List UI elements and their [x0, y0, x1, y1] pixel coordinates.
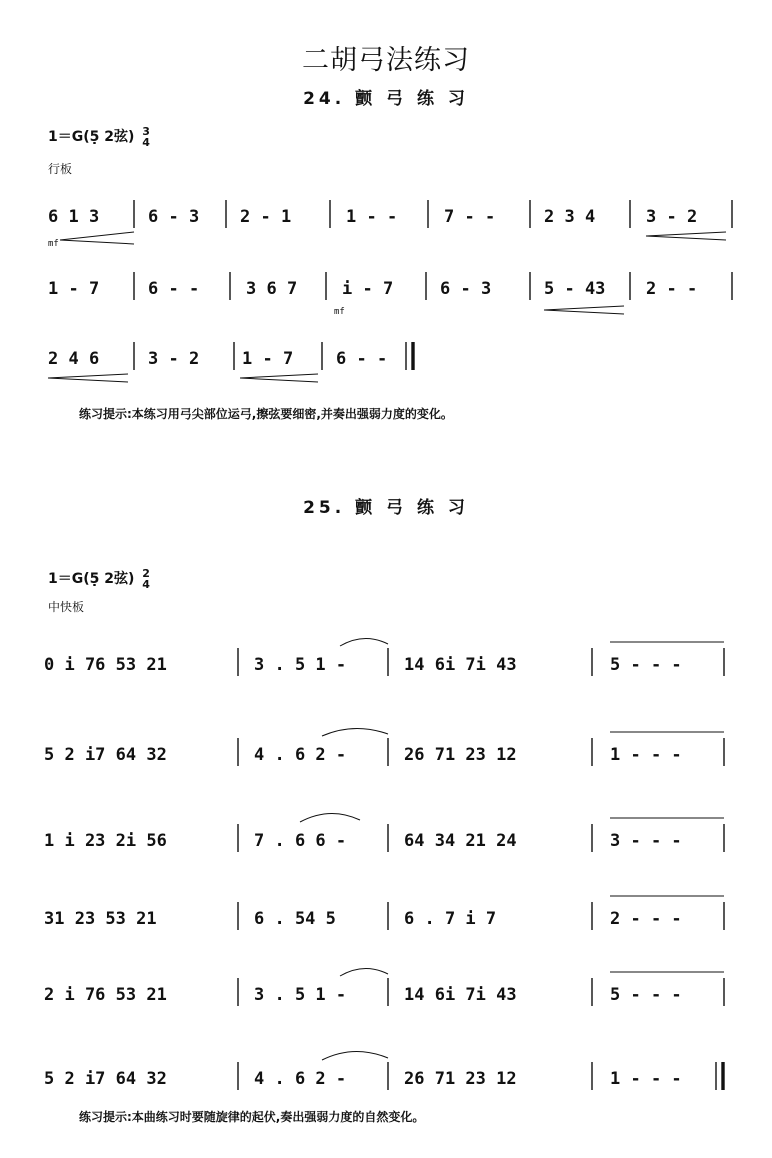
- measure: 6 - -: [148, 279, 200, 299]
- measure: 3 . 5 1 -: [254, 985, 347, 1005]
- measure: 6 - 3: [440, 279, 492, 299]
- measure: 2 4 6: [48, 349, 100, 369]
- key-signature: 1＝G(5̣ 2弦): [48, 571, 135, 587]
- exercise-25-title: 25. 颤 弓 练 习: [303, 498, 469, 518]
- dynamic-mark: mf: [334, 307, 345, 317]
- measure: 26 71 23 12: [404, 745, 517, 765]
- measure: 7 . 6 6 -: [254, 831, 347, 851]
- measure: 1 - -: [346, 207, 398, 227]
- exercise-25-tempo: 中快板: [48, 600, 85, 614]
- measure: 14 6i 7i 43: [404, 985, 517, 1005]
- measure: 6 1 3: [48, 207, 100, 227]
- ex25-line-1: [44, 638, 724, 676]
- ex25-line-5: [44, 968, 724, 1006]
- measure: 4 . 6 2 -: [254, 745, 347, 765]
- ex24-line-2: [48, 272, 732, 317]
- measure: 31 23 53 21: [44, 909, 157, 929]
- ex24-line-3: [48, 342, 413, 382]
- measure: 3 - - -: [610, 831, 682, 851]
- measure: 1 - 7: [242, 349, 294, 369]
- measure: 3 - 2: [646, 207, 698, 227]
- ex24-line-1: [48, 200, 732, 249]
- measure: 4 . 6 2 -: [254, 1069, 347, 1089]
- page-title: 二胡弓法练习: [302, 45, 470, 76]
- measure: 5 2 i7 64 32: [44, 745, 167, 765]
- measure: 5 2 i7 64 32: [44, 1069, 167, 1089]
- ex25-line-4: [44, 896, 724, 930]
- measure: 5 - - -: [610, 985, 682, 1005]
- measure: 6 . 7 i 7: [404, 909, 497, 929]
- measure: 3 - 2: [148, 349, 200, 369]
- exercise-24-tempo: 行板: [48, 162, 73, 176]
- measure: 2 i 76 53 21: [44, 985, 167, 1005]
- measure: 7 - -: [444, 207, 496, 227]
- measure: 0 i 76 53 21: [44, 655, 167, 675]
- time-signature: 3 4: [142, 125, 150, 149]
- dynamic-mark: mf: [48, 239, 59, 249]
- ex25-line-3: [44, 813, 724, 852]
- measure: 5 - 43: [544, 279, 606, 299]
- measure: 2 - -: [646, 279, 698, 299]
- measure: 1 - - -: [610, 1069, 682, 1089]
- exercise-25-tip: 练习提示:本曲练习时要随旋律的起伏,奏出强弱力度的自然变化。: [79, 1110, 425, 1124]
- measure: 1 i 23 2i 56: [44, 831, 167, 851]
- measure: 2 - 1: [240, 207, 292, 227]
- measure: 3 . 5 1 -: [254, 655, 347, 675]
- measure: 6 - -: [336, 349, 388, 369]
- measure: 1 - - -: [610, 745, 682, 765]
- measure: 26 71 23 12: [404, 1069, 517, 1089]
- measure: 64 34 21 24: [404, 831, 517, 851]
- measure: 2 3 4: [544, 207, 596, 227]
- measure: i - 7: [342, 279, 394, 299]
- measure: 5 - - -: [610, 655, 682, 675]
- time-signature: 2 4: [142, 567, 150, 591]
- measure: 14 6i 7i 43: [404, 655, 517, 675]
- key-signature: 1＝G(5̣ 2弦): [48, 129, 135, 145]
- ex25-line-2: [44, 728, 724, 766]
- measure: 1 - 7: [48, 279, 100, 299]
- exercise-24-tip: 练习提示:本练习用弓尖部位运弓,擦弦要细密,并奏出强弱力度的变化。: [79, 407, 453, 421]
- measure: 2 - - -: [610, 909, 682, 929]
- measure: 3 6 7: [246, 279, 298, 299]
- ex25-line-6: [44, 1051, 723, 1090]
- exercise-24-title: 24. 颤 弓 练 习: [303, 89, 469, 109]
- measure: 6 . 54 5: [254, 909, 336, 929]
- measure: 6 - 3: [148, 207, 200, 227]
